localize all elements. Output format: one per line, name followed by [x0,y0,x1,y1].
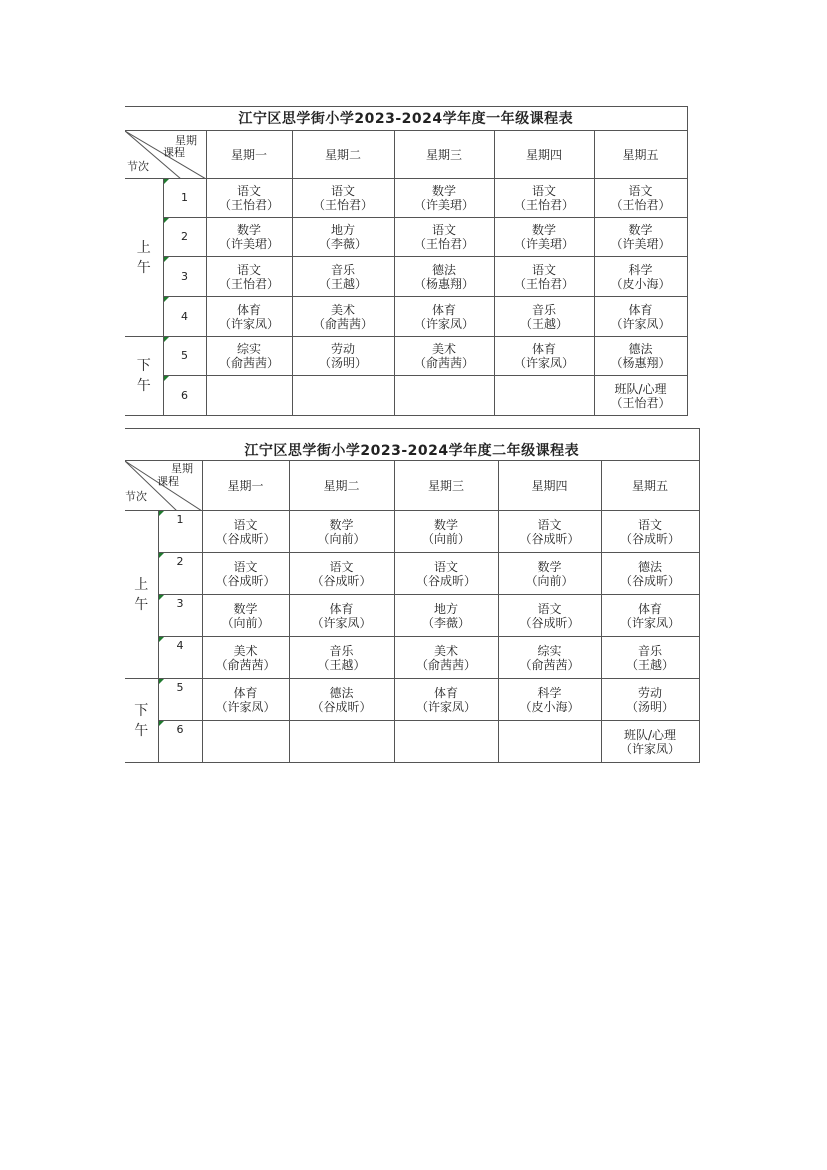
class-cell: 语文 （谷成昕） [498,511,601,553]
weekday-header-label: 星期 [171,462,193,475]
class-cell [202,721,289,763]
class-cell: 体育 （许家凤） [394,679,498,721]
class-cell: 劳动 （汤明） [292,337,394,376]
class-cell: 音乐 （王越） [289,637,394,679]
day-header-mon: 星期一 [206,131,292,179]
green-marker-icon [164,297,169,302]
grade2-title: 江宁区思学街小学2023-2024学年度二年级课程表 [125,429,699,461]
class-cell [292,376,394,416]
class-cell: 数学 （许美珺） [494,218,594,257]
day-header-wed: 星期三 [394,131,494,179]
morning-label: 上 午 [125,179,163,337]
green-marker-icon [159,679,164,684]
class-cell: 美术 （俞茜茜） [292,297,394,337]
class-cell: 体育 （许家凤） [202,679,289,721]
period-number: 4 [163,297,206,337]
period-number: 6 [163,376,206,416]
class-cell: 体育 （许家凤） [594,297,687,337]
class-cell: 综实 （俞茜茜） [206,337,292,376]
class-cell: 数学 （向前） [394,511,498,553]
day-header-tue: 星期二 [289,461,394,511]
table-row [125,637,699,679]
class-cell: 数学 （向前） [498,553,601,595]
table-row [125,376,687,416]
table-row [125,511,699,553]
grade1-title: 江宁区思学街小学2023-2024学年度一年级课程表 [125,107,687,131]
class-cell: 德法 （杨惠翔） [394,257,494,297]
class-cell: 语文 （王怡君） [494,257,594,297]
class-cell: 语文 （王怡君） [394,218,494,257]
class-cell: 数学 （许美珺） [394,179,494,218]
class-cell [394,376,494,416]
day-header-fri: 星期五 [601,461,699,511]
green-marker-icon [164,376,169,381]
day-header-wed: 星期三 [394,461,498,511]
class-cell: 体育 （许家凤） [289,595,394,637]
class-cell: 数学 （向前） [202,595,289,637]
green-marker-icon [159,595,164,600]
grade1-timetable [125,106,688,416]
class-cell: 语文 （谷成昕） [394,553,498,595]
period-number: 3 [163,257,206,297]
class-cell: 体育 （许家凤） [394,297,494,337]
class-cell: 班队/心理 （许家凤） [601,721,699,763]
period-number: 1 [163,179,206,218]
class-cell: 语文 （谷成昕） [202,511,289,553]
period-header-label: 节次 [127,160,149,173]
course-header-label: 课程 [163,146,185,159]
class-cell: 语文 （王怡君） [292,179,394,218]
class-cell [494,376,594,416]
class-cell: 音乐 （王越） [494,297,594,337]
table-row [125,179,687,218]
afternoon-label: 下 午 [125,337,163,416]
class-cell: 综实 （俞茜茜） [498,637,601,679]
table-row [125,721,699,763]
class-cell: 数学 （许美珺） [594,218,687,257]
class-cell: 体育 （许家凤） [206,297,292,337]
class-cell: 音乐 （王越） [292,257,394,297]
period-number: 3 [158,595,202,637]
class-cell: 语文 （王怡君） [594,179,687,218]
period-number: 2 [163,218,206,257]
period-number: 5 [163,337,206,376]
class-cell [498,721,601,763]
class-cell: 语文 （王怡君） [206,257,292,297]
class-cell: 语文 （谷成昕） [289,553,394,595]
class-cell: 科学 （皮小海） [594,257,687,297]
period-number: 1 [158,511,202,553]
grade2-corner-header [125,461,202,511]
green-marker-icon [159,553,164,558]
table-row [125,679,699,721]
class-cell: 地方 （李薇） [394,595,498,637]
day-header-mon: 星期一 [202,461,289,511]
period-number: 5 [158,679,202,721]
morning-label: 上 午 [125,511,158,679]
table-row [125,595,699,637]
green-marker-icon [164,337,169,342]
class-cell: 数学 （许美珺） [206,218,292,257]
class-cell: 德法 （谷成昕） [601,553,699,595]
green-marker-icon [164,179,169,184]
class-cell: 体育 （许家凤） [601,595,699,637]
period-header-label: 节次 [125,490,147,503]
period-number: 6 [158,721,202,763]
class-cell: 美术 （俞茜茜） [394,637,498,679]
class-cell: 班队/心理 （王怡君） [594,376,687,416]
afternoon-label: 下 午 [125,679,158,763]
table-row [125,553,699,595]
course-header-label: 课程 [157,475,179,488]
table-row [125,337,687,376]
day-header-tue: 星期二 [292,131,394,179]
day-header-thu: 星期四 [498,461,601,511]
table-row [125,297,687,337]
class-cell: 语文 （谷成昕） [202,553,289,595]
class-cell: 劳动 （汤明） [601,679,699,721]
class-cell: 数学 （向前） [289,511,394,553]
weekday-header-label: 星期 [175,134,197,147]
table-row [125,218,687,257]
green-marker-icon [164,257,169,262]
green-marker-icon [159,511,164,516]
class-cell [394,721,498,763]
class-cell: 语文 （王怡君） [206,179,292,218]
green-marker-icon [164,218,169,223]
day-header-thu: 星期四 [494,131,594,179]
class-cell [289,721,394,763]
green-marker-icon [159,637,164,642]
class-cell: 语文 （王怡君） [494,179,594,218]
period-number: 4 [158,637,202,679]
class-cell: 体育 （许家凤） [494,337,594,376]
class-cell: 德法 （谷成昕） [289,679,394,721]
class-cell: 语文 （谷成昕） [601,511,699,553]
class-cell: 音乐 （王越） [601,637,699,679]
grade1-corner-header [125,131,206,179]
class-cell: 语文 （谷成昕） [498,595,601,637]
class-cell [206,376,292,416]
green-marker-icon [159,721,164,726]
class-cell: 德法 （杨惠翔） [594,337,687,376]
grade2-timetable [125,428,700,763]
class-cell: 地方 （李薇） [292,218,394,257]
period-number: 2 [158,553,202,595]
class-cell: 美术 （俞茜茜） [202,637,289,679]
table-row [125,257,687,297]
day-header-fri: 星期五 [594,131,687,179]
class-cell: 科学 （皮小海） [498,679,601,721]
class-cell: 美术 （俞茜茜） [394,337,494,376]
